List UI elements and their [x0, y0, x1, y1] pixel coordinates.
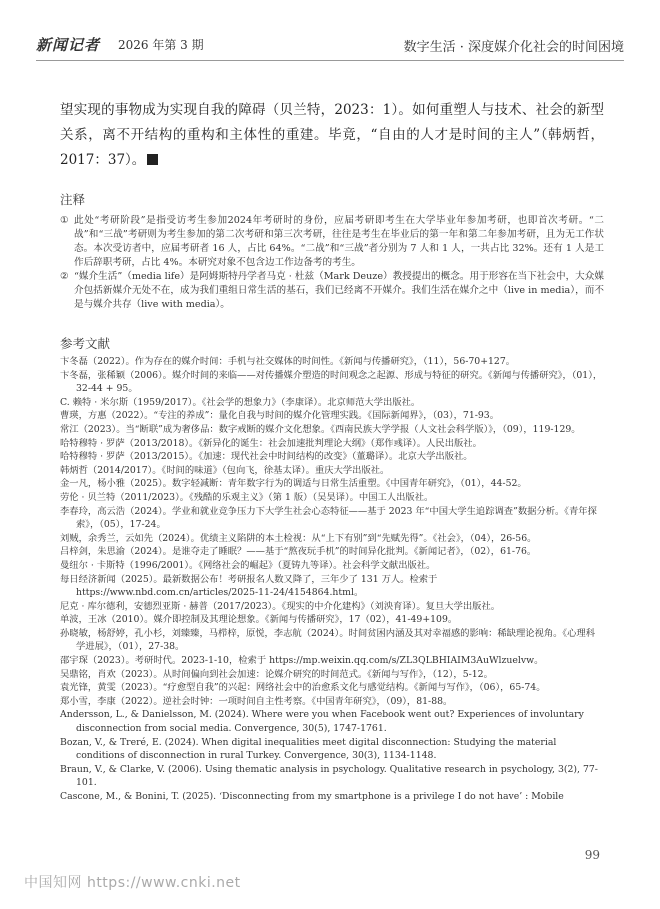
note-text: “媒介生活”（media life）是阿姆斯特丹学者马克 · 杜兹（Mark Deuze）教授提出的概念。用于形容在当下社会中，大众媒介包括新媒介无处不在，成为我们重组日常生活的基石，我们已经离不开媒介。我们生活在媒介之中（live in media），而不是与媒介共存（live with media）。	[74, 271, 604, 310]
notes-list	[60, 214, 604, 312]
reference-item: 单波，王冰（2010）。媒介即控制及其理论想象。《新闻与传播研究》，17（02），41-49+109。	[60, 614, 458, 626]
reference-item: 吴鼎铭，肖欢（2023）。从时间偏向到社会加速：论媒介研究的时间范式。《新闻与写作》，（12），5-12。	[60, 668, 493, 680]
page-header	[36, 28, 624, 60]
reference-item: 卞冬磊（2022）。作为存在的媒介时间：手机与社交媒体的时间性。《新闻与传播研究》，（11），56-70+127。	[60, 356, 516, 367]
issue-label: 2026 年第 3 期	[118, 38, 204, 52]
reference-item: 曼纽尔 · 卡斯特（1996/2001）。《网络社会的崛起》（夏铸九等译）。社会科学文献出版社。	[60, 559, 436, 571]
reference-item: 袁光锋，黄雯（2023）。“疗愈型自我”的兴起：网络社会中的治愈系文化与感觉结构。《新闻与写作》，（06），65-74。	[60, 682, 546, 694]
reference-item: 常江（2023）。当“断联”成为奢侈品：数字戒断的媒介文化想象。《西南民族大学学报（人文社会科学版）》，（09），119-129。	[60, 423, 581, 435]
reference-item: 曹瑛，方惠（2022）。“专注的养成”：量化自我与时间的媒介化管理实践。《国际新闻界》，（03），71-93。	[60, 410, 500, 422]
note-text: 此处“考研阶段”是指受访考生参加2024年考研时的身份，应届考研即考生在大学毕业年参加考研，也即首次考研。“二战”和“三战”考研则为考生参加的第二次考研和第三次考研，往往是考生在毕业后的第一年和第二年参加考研，且为无工作状态。本次受访者中，应届考研者 16 人，占比 64%。“二战”和“三战”者分别为 7 人和 1 人，一共占比 32%。还有 1 人是工作后辞职考研，占比 4%。本研究对象不包含边工作边备考的考生。	[74, 215, 604, 268]
reference-item: 吕梓剑，朱思渝（2024）。是谁夺走了睡眠？——基于“熬夜玩手机”的时间异化批判。《新闻记者》，（02），61-76。	[60, 546, 537, 558]
reference-item: 尼克 · 库尔德利，安德烈亚斯 · 赫普（2017/2023）。《现实的中介化建构》（刘泱育译）。复旦大学出版社。	[60, 600, 501, 612]
notes-title: 注释	[60, 192, 86, 207]
reference-item: 哈特穆特 · 罗萨（2013/2015）。《加速：现代社会中时间结构的改变》（董璐译）。北京大学出版社。	[60, 451, 473, 463]
reference-item: 刘贼，余秀兰，云如先（2024）。优绩主义陷阱的本土检视：从“上下有别”到“先赋先得”。《社会》，（04），26-56。	[60, 532, 537, 544]
body-paragraph	[60, 98, 604, 173]
journal-logo: 新闻记者	[36, 36, 101, 54]
reference-item: C. 赖特 · 米尔斯（1959/2017）。《社会学的想象力》（李康译）。北京师范大学出版社。	[60, 396, 421, 408]
note-mark: ①	[60, 215, 69, 226]
reference-item: 孙晓敏，杨舒婷，孔小杉，刘臻臻，马栉梓，原悦，李志航（2024）。时间贫困内涵及其对幸福感的影响：稀缺理论视角。《心理科学进展》，（01），27-38。	[60, 627, 595, 653]
note-mark: ②	[60, 271, 69, 282]
references-list	[60, 355, 604, 804]
reference-item: 郑小雪，李康（2022）。逆社会时钟：一项时间自主性考察。《中国青年研究》，（09），81-88。	[60, 695, 453, 707]
reference-item: Bozan, V., & Treré, E. (2024). When digital inequalities meet digital disconnection: Studying the material conditions of disconnection in rural Turkey. Convergence, 30(3), 1134-1148.	[60, 736, 557, 762]
page-number: 99	[584, 848, 600, 862]
reference-item: 劳伦 · 贝兰特（2011/2023）。《残酷的乐观主义》（第 1 版）（吴昊译）。中国工人出版社。	[60, 491, 434, 503]
header-rule	[36, 60, 624, 61]
reference-item: 金一凡，杨小雅（2025）。数字轻减断：青年数字行为的调适与日常生活重塑。《中国青年研究》，（01），44-52。	[60, 478, 527, 490]
body-paragraph-text: 望实现的事物成为实现自我的障碍（贝兰特，2023：1）。如何重塑人与技术、社会的新型关系，离不开结构的重构和主体性的重建。毕竟，“自由的人才是时间的主人”（韩炳哲，2017：37）。	[60, 102, 604, 168]
reference-item: 每日经济新闻（2025）。最新数据公布！考研报名人数又降了，三年少了 131 万人。检索于 https://www.nbd.com.cn/articles/2025-11-24/4154864.html。	[60, 573, 438, 599]
note-item	[60, 270, 604, 312]
reference-item: Andersson, L., & Danielsson, M. (2024). Where were you when Facebook went out? Experiences of involuntary disconnection from social media. Convergence, 30(5), 1747-1761.	[60, 709, 584, 735]
reference-item: 李春玲，高云浩（2024）。学业和就业竞争压力下大学生社会心态特征——基于 2023 年“中国大学生追踪调查”数据分析。《青年探索》，（05），17-24。	[60, 505, 597, 531]
reference-item: 哈特穆特 · 罗萨（2013/2018）。《新异化的诞生：社会加速批判理论大纲》（郑作彧译）。人民出版社。	[60, 437, 482, 449]
reference-item: Braun, V., & Clarke, V. (2006). Using thematic analysis in psychology. Qualitative research in psychology, 3(2), 77-101.	[60, 763, 598, 789]
cnki-watermark: 中国知网 https://www.cnki.net	[24, 875, 241, 891]
reference-item: Cascone, M., & Bonini, T. (2025). ‘Disconnecting from my smartphone is a privilege I do not have’ : Mobile	[60, 791, 564, 802]
end-mark	[147, 154, 158, 165]
running-title: 数字生活 · 深度媒介化社会的时间困境	[403, 40, 624, 55]
reference-item: 邵宇琛（2023）。考研时代。2023-1-10，检索于 https://mp.weixin.qq.com/s/ZL3QLBHIAIM3AuWlzuelvw。	[60, 655, 544, 667]
note-item	[60, 214, 604, 270]
reference-item: 韩炳哲（2014/2017）。《时间的味道》（包向飞，徐基太译）。重庆大学出版社。	[60, 464, 390, 476]
reference-item: 卞冬磊，张稀颖（2006）。媒介时间的来临——对传播媒介塑造的时间观念之起源、形成与特征的研究。《新闻与传播研究》，（01），32-44 + 95。	[60, 369, 603, 395]
references-title: 参考文献	[60, 336, 111, 351]
